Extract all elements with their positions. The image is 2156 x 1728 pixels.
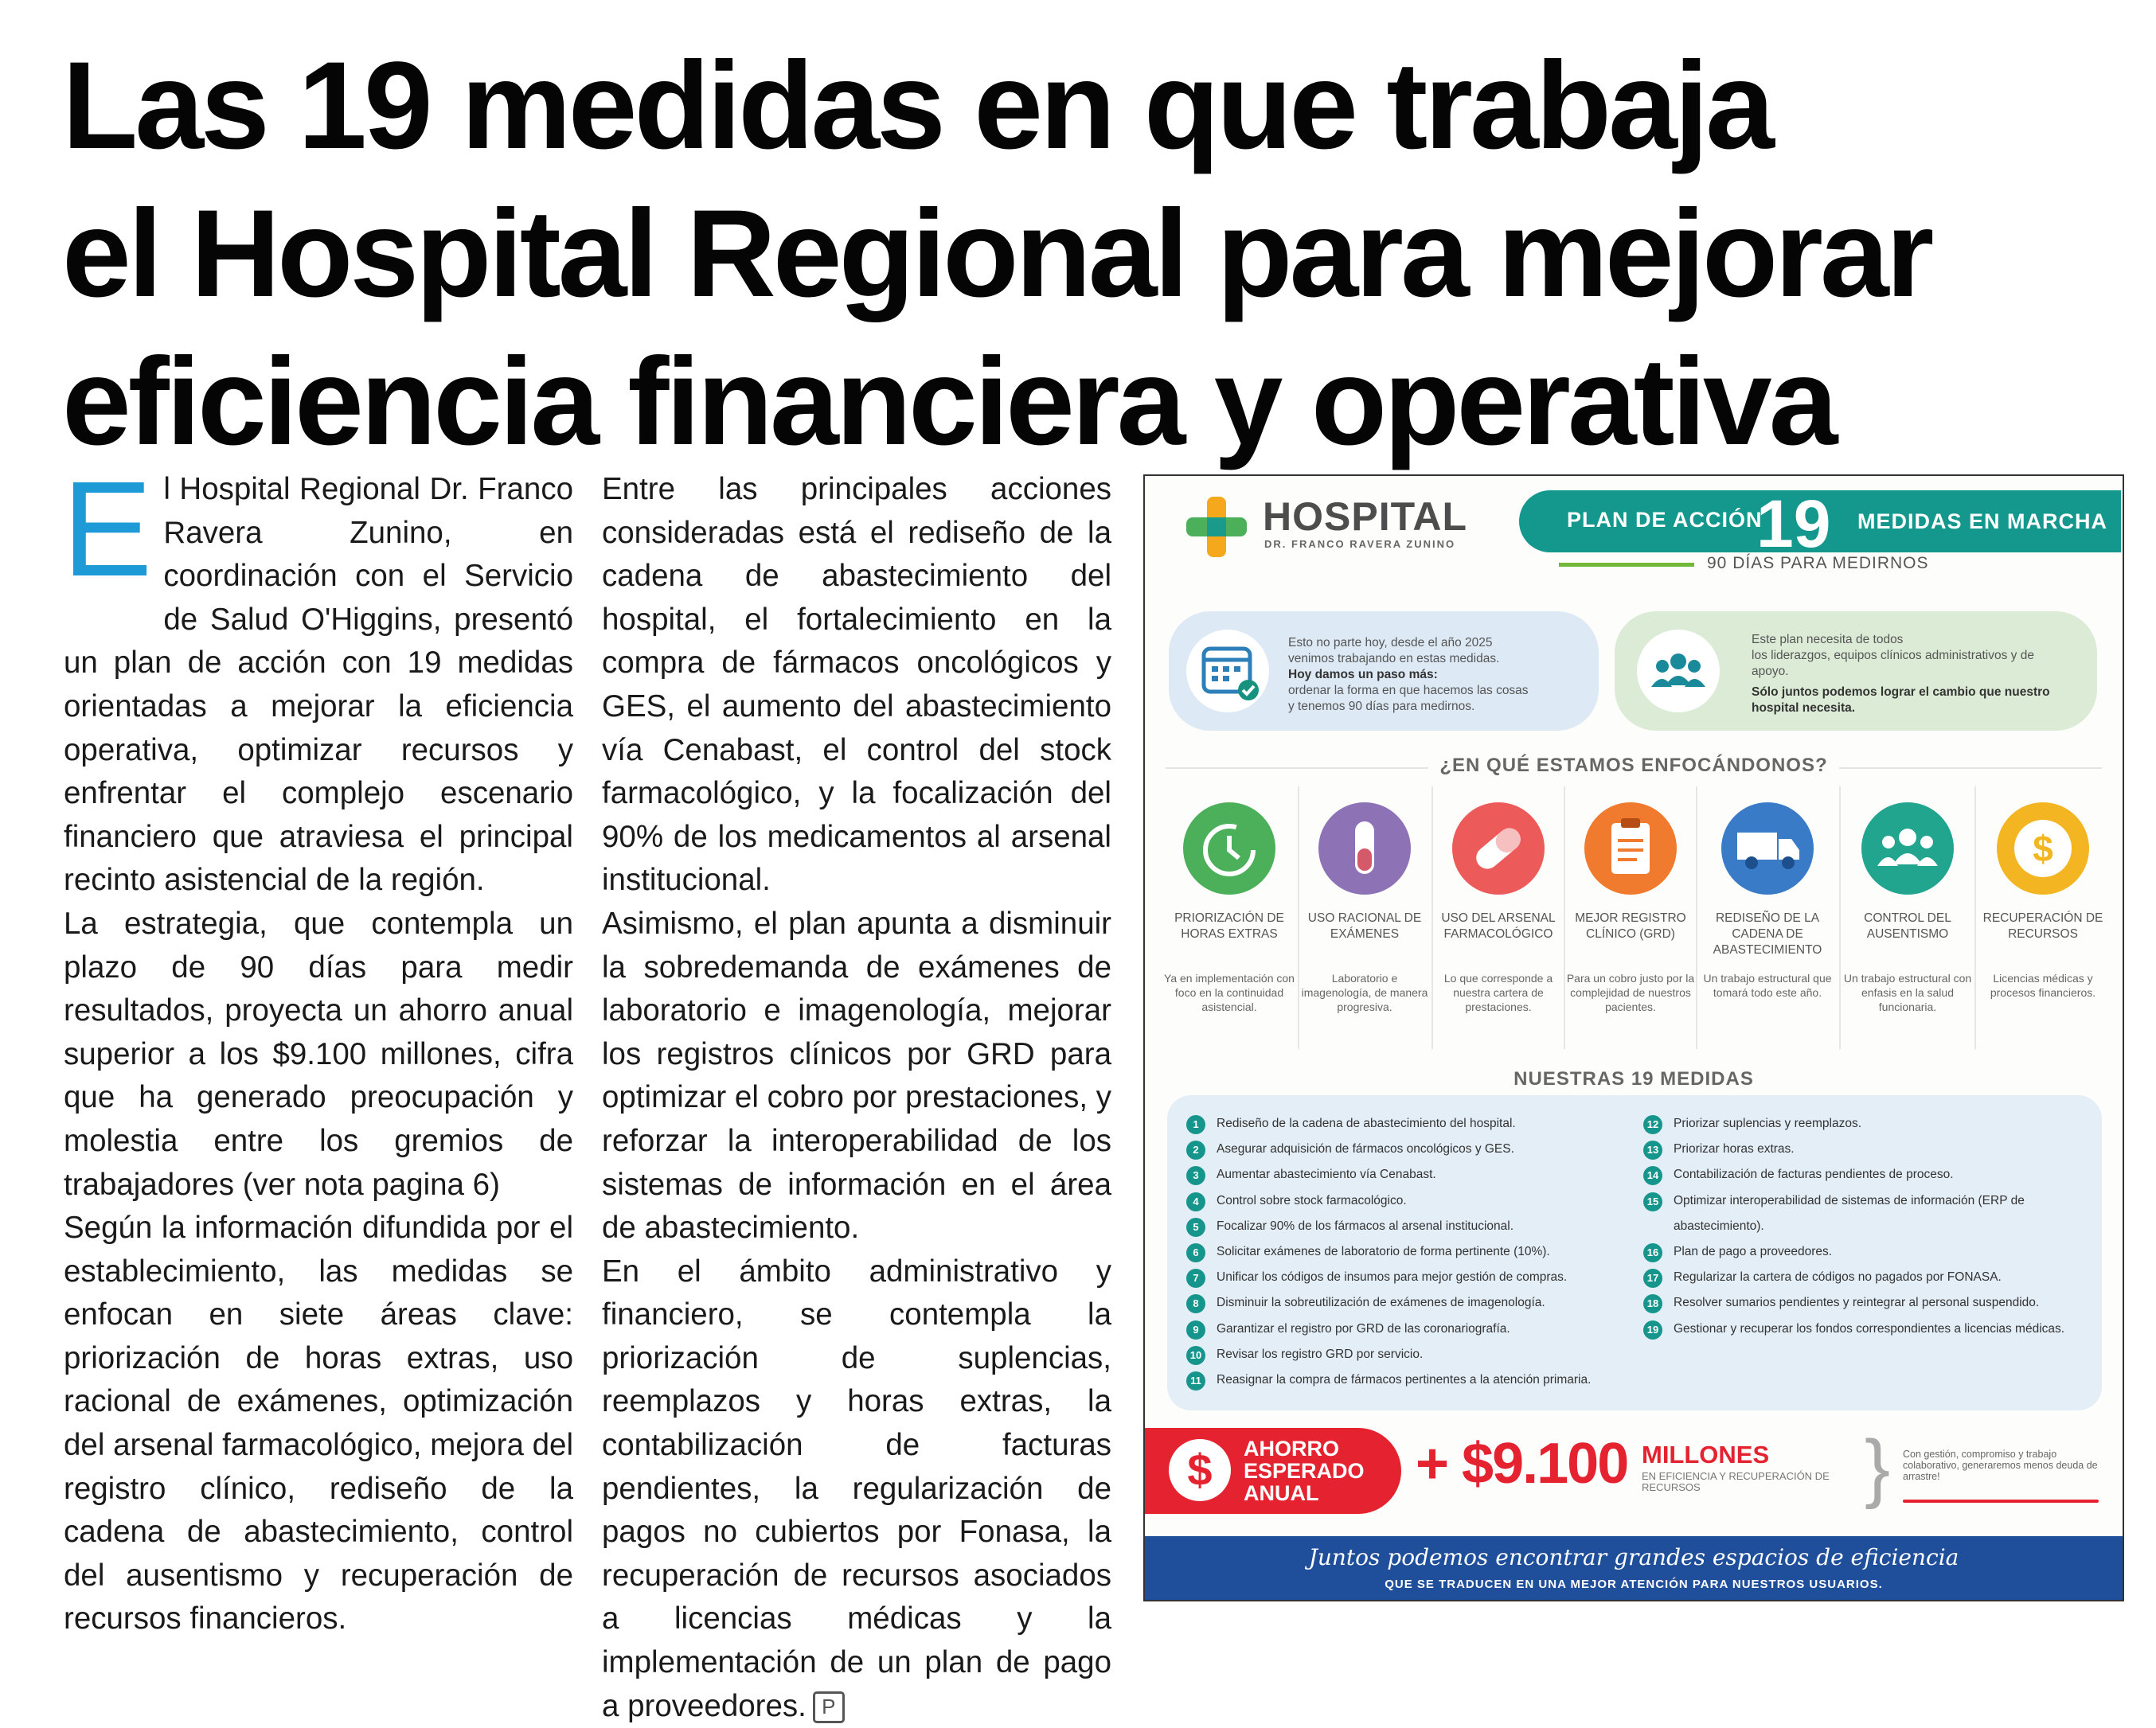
medida-item [1643, 1137, 2089, 1162]
medida-text: Garantizar el registro por GRD de las coronariografía. [1217, 1321, 1510, 1336]
focus-area-desc: Ya en implementación con foco en la continuidad asistencial. [1164, 972, 1295, 1013]
headline-line-3: eficiencia financiera y operativa [62, 333, 1835, 471]
logo-name: HOSPITAL [1263, 494, 1468, 539]
medida-number: 11 [1186, 1371, 1205, 1391]
focus-area [1565, 802, 1696, 1014]
logo-subtitle: DR. FRANCO RAVERA ZUNINO [1264, 538, 1456, 550]
focus-area-desc: Laboratorio e imagenología, de manera progresiva. [1301, 972, 1428, 1013]
savings-unit: MILLONES [1642, 1441, 1770, 1469]
bubble-strong: Sólo juntos podemos lograr el cambio que nuestro hospital necesita. [1752, 685, 2050, 715]
medida-number: 7 [1186, 1269, 1205, 1288]
focus-title [1145, 755, 2123, 777]
medida-item [1186, 1316, 1632, 1342]
focus-area [1842, 802, 1973, 1014]
medida-text: Disminuir la sobreutilización de exámenes de imagenología. [1217, 1296, 1545, 1310]
focus-area-title: REDISEÑO DE LA CADENA DE ABASTECIMIENTO [1713, 911, 1822, 957]
bubble-line: y tenemos 90 días para medirnos. [1288, 700, 1475, 713]
savings-unit-caption: EN EFICIENCIA Y RECUPERACIÓN DE RECURSOS [1642, 1470, 1830, 1493]
savings-label-line: ANUAL [1244, 1481, 1319, 1505]
footer-subline: QUE SE TRADUCEN EN UNA MEJOR ATENCIÓN PARA NUESTROS USUARIOS. [1385, 1578, 1883, 1591]
paragraph-text: En el ámbito administrativo y financiero, se contempla la priorización de suplencias, reemplazos y horas extras, la contabilización de facturas pendientes, la regularización de pagos no cubiertos por Fonasa, la recuperación de recursos asociados a licencias médicas y la implementación de un plan de pago a proveedores. [602, 1254, 1111, 1723]
medida-number: 12 [1643, 1115, 1662, 1134]
medida-number: 8 [1186, 1294, 1205, 1313]
svg-text:$: $ [2033, 828, 2053, 869]
medida-text: Resolver sumarios pendientes y reintegrar al personal suspendido. [1674, 1296, 2040, 1310]
medida-text: Priorizar horas extras. [1674, 1142, 1795, 1157]
focus-area-title: USO RACIONAL DE EXÁMENES [1307, 911, 1422, 941]
article-paragraph [602, 1250, 1111, 1728]
medida-item [1643, 1162, 2089, 1188]
medida-item [1186, 1137, 1632, 1162]
focus-area-title: USO DEL ARSENAL FARMACOLÓGICO [1441, 911, 1556, 941]
savings-value: + $9.100 [1416, 1432, 1628, 1496]
medida-number: 13 [1643, 1141, 1662, 1160]
medida-text: Revisar los registro GRD por servicio. [1217, 1347, 1424, 1361]
bubble-line: venimos trabajando en estas medidas. [1288, 652, 1500, 665]
bubble-line [1752, 685, 2070, 716]
medida-text: Plan de pago a proveedores. [1674, 1245, 1833, 1259]
dollar-icon [1997, 802, 2089, 895]
article-paragraph [62, 454, 573, 903]
plan-label: PLAN DE ACCIÓN [1567, 508, 1763, 532]
focus-area-desc: Lo que corresponde a nuestra cartera de prestaciones. [1443, 972, 1553, 1013]
focus-area [1433, 802, 1564, 1014]
medida-text: Aumentar abastecimiento vía Cenabast. [1217, 1168, 1436, 1182]
article-column-1 [62, 454, 573, 1641]
footer-slogan: Juntos podemos encontrar grandes espacios de eficiencia [1308, 1544, 1959, 1570]
savings-label-line: ESPERADO [1244, 1459, 1365, 1483]
medida-item [1186, 1214, 1632, 1239]
headline-line-2: el Hospital Regional para mejorar [62, 185, 1931, 323]
dollar-sign-icon: $ [1169, 1439, 1231, 1501]
medida-text: Gestionar y recuperar los fondos correspondientes a licencias médicas. [1674, 1321, 2065, 1336]
focus-area-title: RECUPERACIÓN DE RECURSOS [1982, 911, 2103, 941]
drop-cap: E [62, 454, 153, 605]
article-paragraph: Asimismo, el plan apunta a disminuir la sobredemanda de exámenes de laboratorio e imagenología, mejorar los registros clínicos por GRD para optimizar el cobro por prestaciones, y reforzar la interoperabilidad de los sistemas de información en el área de abastecimiento. [602, 906, 1111, 1246]
article-paragraph: Entre las principales acciones consideradas está el rediseño de la cadena de abastecimiento del hospital, el fortalecimiento en la compra de fármacos oncológicos y GES, el aumento del abastecimiento vía Cenabast, el control del stock farmacológico, y la focalización del 90% de los medicamentos al arsenal institucional. [602, 472, 1111, 898]
hospital-cross-icon [1185, 495, 1248, 559]
focus-area-desc: Para un cobro justo por la complejidad de nuestros pacientes. [1566, 972, 1695, 1013]
calendar-icon [1186, 630, 1269, 712]
article-column-2 [602, 468, 1111, 1728]
focus-area-desc: Licencias médicas y procesos financieros. [1990, 972, 2096, 999]
focus-area [1702, 802, 1833, 1000]
clock-icon [1183, 802, 1275, 895]
bubble-line [1288, 667, 1583, 683]
medida-number: 18 [1643, 1294, 1662, 1313]
bubble-line: Este plan necesita de todos [1752, 633, 1904, 646]
infographic-footer [1145, 1536, 2123, 1601]
medida-text: Control sobre stock farmacológico. [1217, 1193, 1407, 1207]
medida-number: 17 [1643, 1269, 1662, 1288]
medida-item [1643, 1111, 2089, 1137]
medida-number: 6 [1186, 1243, 1205, 1262]
headline [62, 32, 2052, 476]
medida-item [1186, 1367, 1632, 1393]
headline-line-1: Las 19 medidas en que trabaja [62, 37, 1771, 175]
medida-text: Solicitar exámenes de laboratorio de forma pertinente (10%). [1217, 1245, 1550, 1259]
infographic [1143, 474, 2124, 1601]
people-icon [1861, 802, 1954, 895]
focus-area-desc: Un trabajo estructural con enfasis en la salud funcionaria. [1843, 972, 1972, 1013]
medida-item [1186, 1265, 1632, 1290]
medida-item [1186, 1239, 1632, 1265]
medidas-title: NUESTRAS 19 MEDIDAS [1513, 1068, 1754, 1090]
bubble-strong: Hoy damos un paso más: [1288, 668, 1438, 681]
medida-text: Priorizar suplencias y reemplazos. [1674, 1117, 1862, 1130]
savings-label [1244, 1437, 1365, 1504]
medida-item [1186, 1342, 1632, 1367]
brace-glyph: } [1865, 1425, 1891, 1510]
focus-area-title: MEJOR REGISTRO CLÍNICO (GRD) [1575, 911, 1686, 941]
medida-text: Focalizar 90% de los fármacos al arsenal institucional. [1217, 1219, 1514, 1233]
medida-number: 2 [1186, 1141, 1205, 1160]
article-paragraph: Según la información difundida por el establecimiento, las medidas se enfocan en siete áreas clave: priorización de horas extras, uso racional de exámenes, optimización del arsenal farmacológico, mejora del registro clínico, rediseño de la cadena de abastecimiento, control del ausentismo y recuperación de recursos financieros. [64, 1211, 573, 1636]
intro-text [1288, 635, 1583, 715]
team-bubble [1615, 611, 2097, 731]
focus-title-text: ¿EN QUÉ ESTAMOS ENFOCÁNDONOS? [1428, 755, 1838, 776]
medida-number: 15 [1643, 1192, 1662, 1211]
days-text: 90 DÍAS PARA MEDIRNOS [1707, 554, 1929, 572]
team-icon [1637, 630, 1720, 712]
pill-icon [1452, 802, 1545, 895]
test-tube-icon [1318, 802, 1411, 895]
medida-item [1186, 1290, 1632, 1316]
medida-item [1186, 1162, 1632, 1188]
divider [1839, 786, 1841, 1049]
medida-number: 9 [1186, 1320, 1205, 1340]
closing-underline [1903, 1500, 2099, 1503]
medida-number: 16 [1643, 1243, 1662, 1262]
medida-item [1643, 1265, 2089, 1290]
medida-text: Optimizar interoperabilidad de sistemas de información (ERP de abastecimiento). [1674, 1193, 2025, 1233]
medida-item [1186, 1111, 1632, 1137]
medida-item [1643, 1188, 2089, 1239]
medidas-list-left [1186, 1111, 1632, 1393]
focus-area-title: CONTROL DEL AUSENTISMO [1864, 911, 1951, 941]
medida-number: 14 [1643, 1166, 1662, 1185]
medida-text: Regularizar la cartera de códigos no pagados por FONASA. [1674, 1270, 2002, 1285]
medida-text: Unificar los códigos de insumos para mejor gestión de compras. [1217, 1270, 1568, 1285]
focus-area-title: PRIORIZACIÓN DE HORAS EXTRAS [1174, 911, 1284, 941]
medida-item [1643, 1239, 2089, 1265]
medida-number: 4 [1186, 1192, 1205, 1211]
focus-area [1978, 802, 2108, 1000]
medida-text: Contabilización de facturas pendientes de proceso. [1674, 1168, 1954, 1182]
savings-label-line: AHORRO [1244, 1437, 1339, 1461]
plan-number: 19 [1756, 486, 1831, 561]
bubble-line: Esto no parte hoy, desde el año 2025 [1288, 636, 1493, 649]
focus-area-desc: Un trabajo estructural que tomará todo este año. [1703, 972, 1832, 999]
intro-bubble [1169, 611, 1599, 731]
medida-number: 19 [1643, 1320, 1662, 1340]
truck-icon [1721, 802, 1814, 895]
clipboard-icon [1584, 802, 1677, 895]
divider [1696, 786, 1697, 1049]
medida-item [1643, 1290, 2089, 1316]
medida-text: Asegurar adquisición de fármacos oncológicos y GES. [1217, 1142, 1514, 1157]
plan-suffix: MEDIDAS EN MARCHA [1857, 509, 2107, 533]
paragraph-text: l Hospital Regional Dr. Franco Ravera Zunino, en coordinación con el Servicio de Salud O'Higgins, presentó un plan de acción con 19 medidas orientadas a mejorar la eficiencia operativa, optimizar recursos y enfrentar el complejo escenario financiero que atraviesa el principal recinto asistencial de la región. [64, 472, 573, 898]
closing-note: Con gestión, compromiso y trabajo colaborativo, generaremos menos deuda de arrastre! [1903, 1449, 2098, 1482]
medida-item [1643, 1316, 2089, 1342]
medida-number: 3 [1186, 1166, 1205, 1185]
bubble-line: los liderazgos, equipos clínicos administrativos y de apoyo. [1752, 649, 2034, 678]
medidas-list-right [1643, 1111, 2089, 1342]
bubble-line: ordenar la forma en que hacemos las cosas [1288, 684, 1529, 697]
days-divider [1559, 563, 1694, 567]
medida-text: Rediseño de la cadena de abastecimiento del hospital. [1217, 1117, 1516, 1130]
medida-text: Reasignar la compra de fármacos pertinentes a la atención primaria. [1217, 1373, 1592, 1387]
divider [1974, 786, 1976, 1049]
medida-number: 10 [1186, 1346, 1205, 1365]
end-mark-icon: P [813, 1691, 845, 1723]
medida-item [1186, 1188, 1632, 1214]
medida-number: 5 [1186, 1218, 1205, 1237]
focus-area [1164, 802, 1295, 1014]
focus-area [1299, 802, 1430, 1014]
plan-banner [1519, 486, 2121, 561]
medidas-box [1167, 1095, 2102, 1410]
article-paragraph: La estrategia, que contempla un plazo de 90 días para medir resultados, proyecta un ahorro anual superior a los $9.100 millones, cifra que ha generado preocupación y molestia entre los gremios de trabajadores (ver nota pagina 6) [64, 906, 573, 1202]
team-text [1752, 632, 2070, 716]
medida-number: 1 [1186, 1115, 1205, 1134]
savings-badge [1145, 1428, 1401, 1514]
